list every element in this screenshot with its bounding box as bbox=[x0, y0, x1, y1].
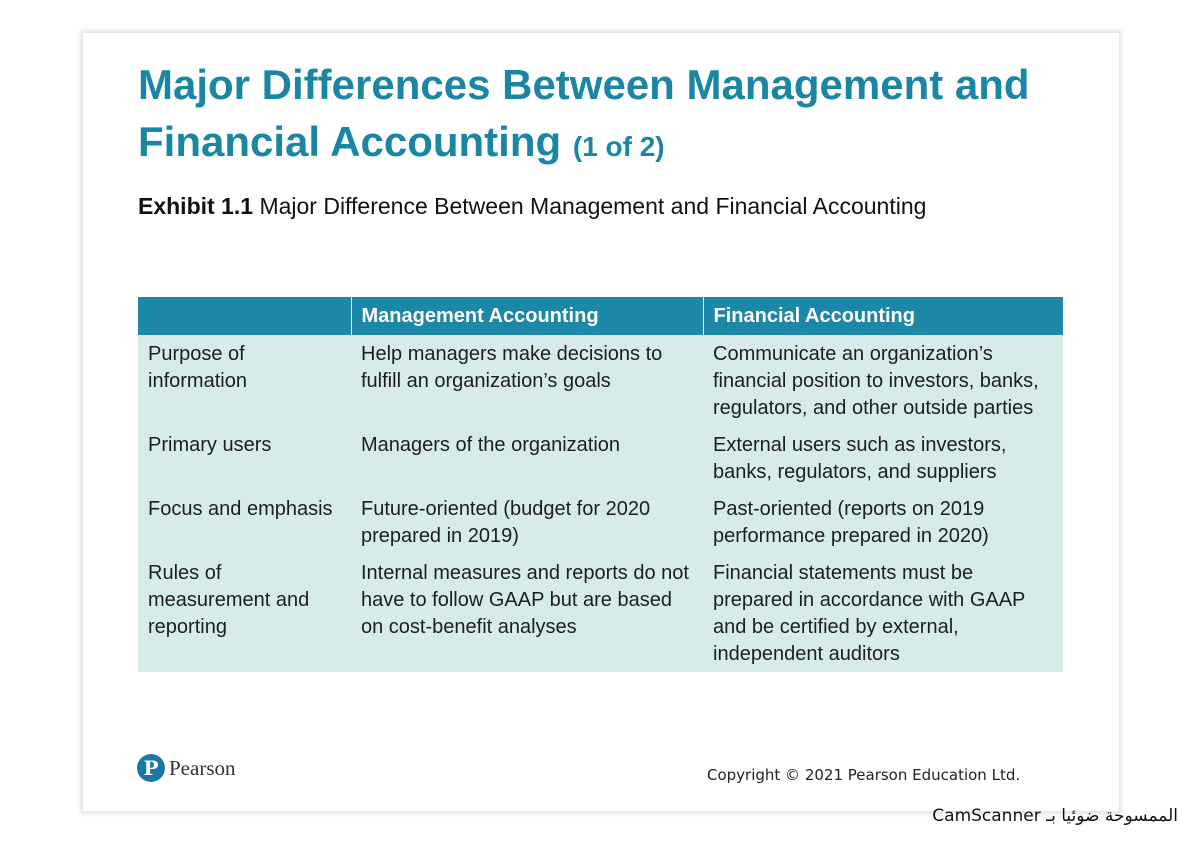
row-label: Purpose of information bbox=[138, 335, 351, 426]
header-empty bbox=[138, 297, 351, 335]
pearson-logo bbox=[137, 754, 236, 782]
table-row bbox=[138, 490, 1063, 554]
financial-cell: Financial statements must be prepared in accordance with GAAP and be certified by external, independent auditors bbox=[703, 554, 1063, 672]
header-financial: Financial Accounting bbox=[703, 297, 1063, 335]
slide-title bbox=[138, 56, 1098, 175]
header-management: Management Accounting bbox=[351, 297, 703, 335]
row-label: Focus and emphasis bbox=[138, 490, 351, 554]
management-cell: Help managers make decisions to fulfill an organization’s goals bbox=[351, 335, 703, 426]
financial-cell: External users such as investors, banks, regulators, and suppliers bbox=[703, 426, 1063, 490]
pearson-wordmark: Pearson bbox=[169, 755, 236, 780]
exhibit-caption bbox=[138, 193, 926, 220]
management-cell: Future-oriented (budget for 2020 prepared in 2019) bbox=[351, 490, 703, 554]
copyright-text: Copyright © 2021 Pearson Education Ltd. bbox=[707, 766, 1021, 784]
row-label: Primary users bbox=[138, 426, 351, 490]
table-row bbox=[138, 335, 1063, 426]
comparison-table bbox=[138, 297, 1063, 672]
slide-title-main: Major Differences Between Management and Financial Accounting bbox=[138, 61, 1030, 165]
exhibit-label: Exhibit 1.1 bbox=[138, 193, 254, 219]
management-cell: Managers of the organization bbox=[351, 426, 703, 490]
exhibit-text: Major Difference Between Management and Financial Accounting bbox=[259, 193, 927, 219]
camscanner-watermark: الممسوحة ضوئيا بـ CamScanner bbox=[932, 806, 1178, 826]
table-row bbox=[138, 426, 1063, 490]
slide-title-part: (1 of 2) bbox=[572, 131, 665, 162]
table-row bbox=[138, 554, 1063, 672]
row-label: Rules of measurement and reporting bbox=[138, 554, 351, 672]
financial-cell: Communicate an organization’s financial position to investors, banks, regulators, and other outside parties bbox=[703, 335, 1063, 426]
management-cell: Internal measures and reports do not have to follow GAAP but are based on cost-benefit analyses bbox=[351, 554, 703, 672]
pearson-p-icon: P bbox=[137, 754, 165, 782]
table-header-row bbox=[138, 297, 1063, 335]
financial-cell: Past-oriented (reports on 2019 performance prepared in 2020) bbox=[703, 490, 1063, 554]
